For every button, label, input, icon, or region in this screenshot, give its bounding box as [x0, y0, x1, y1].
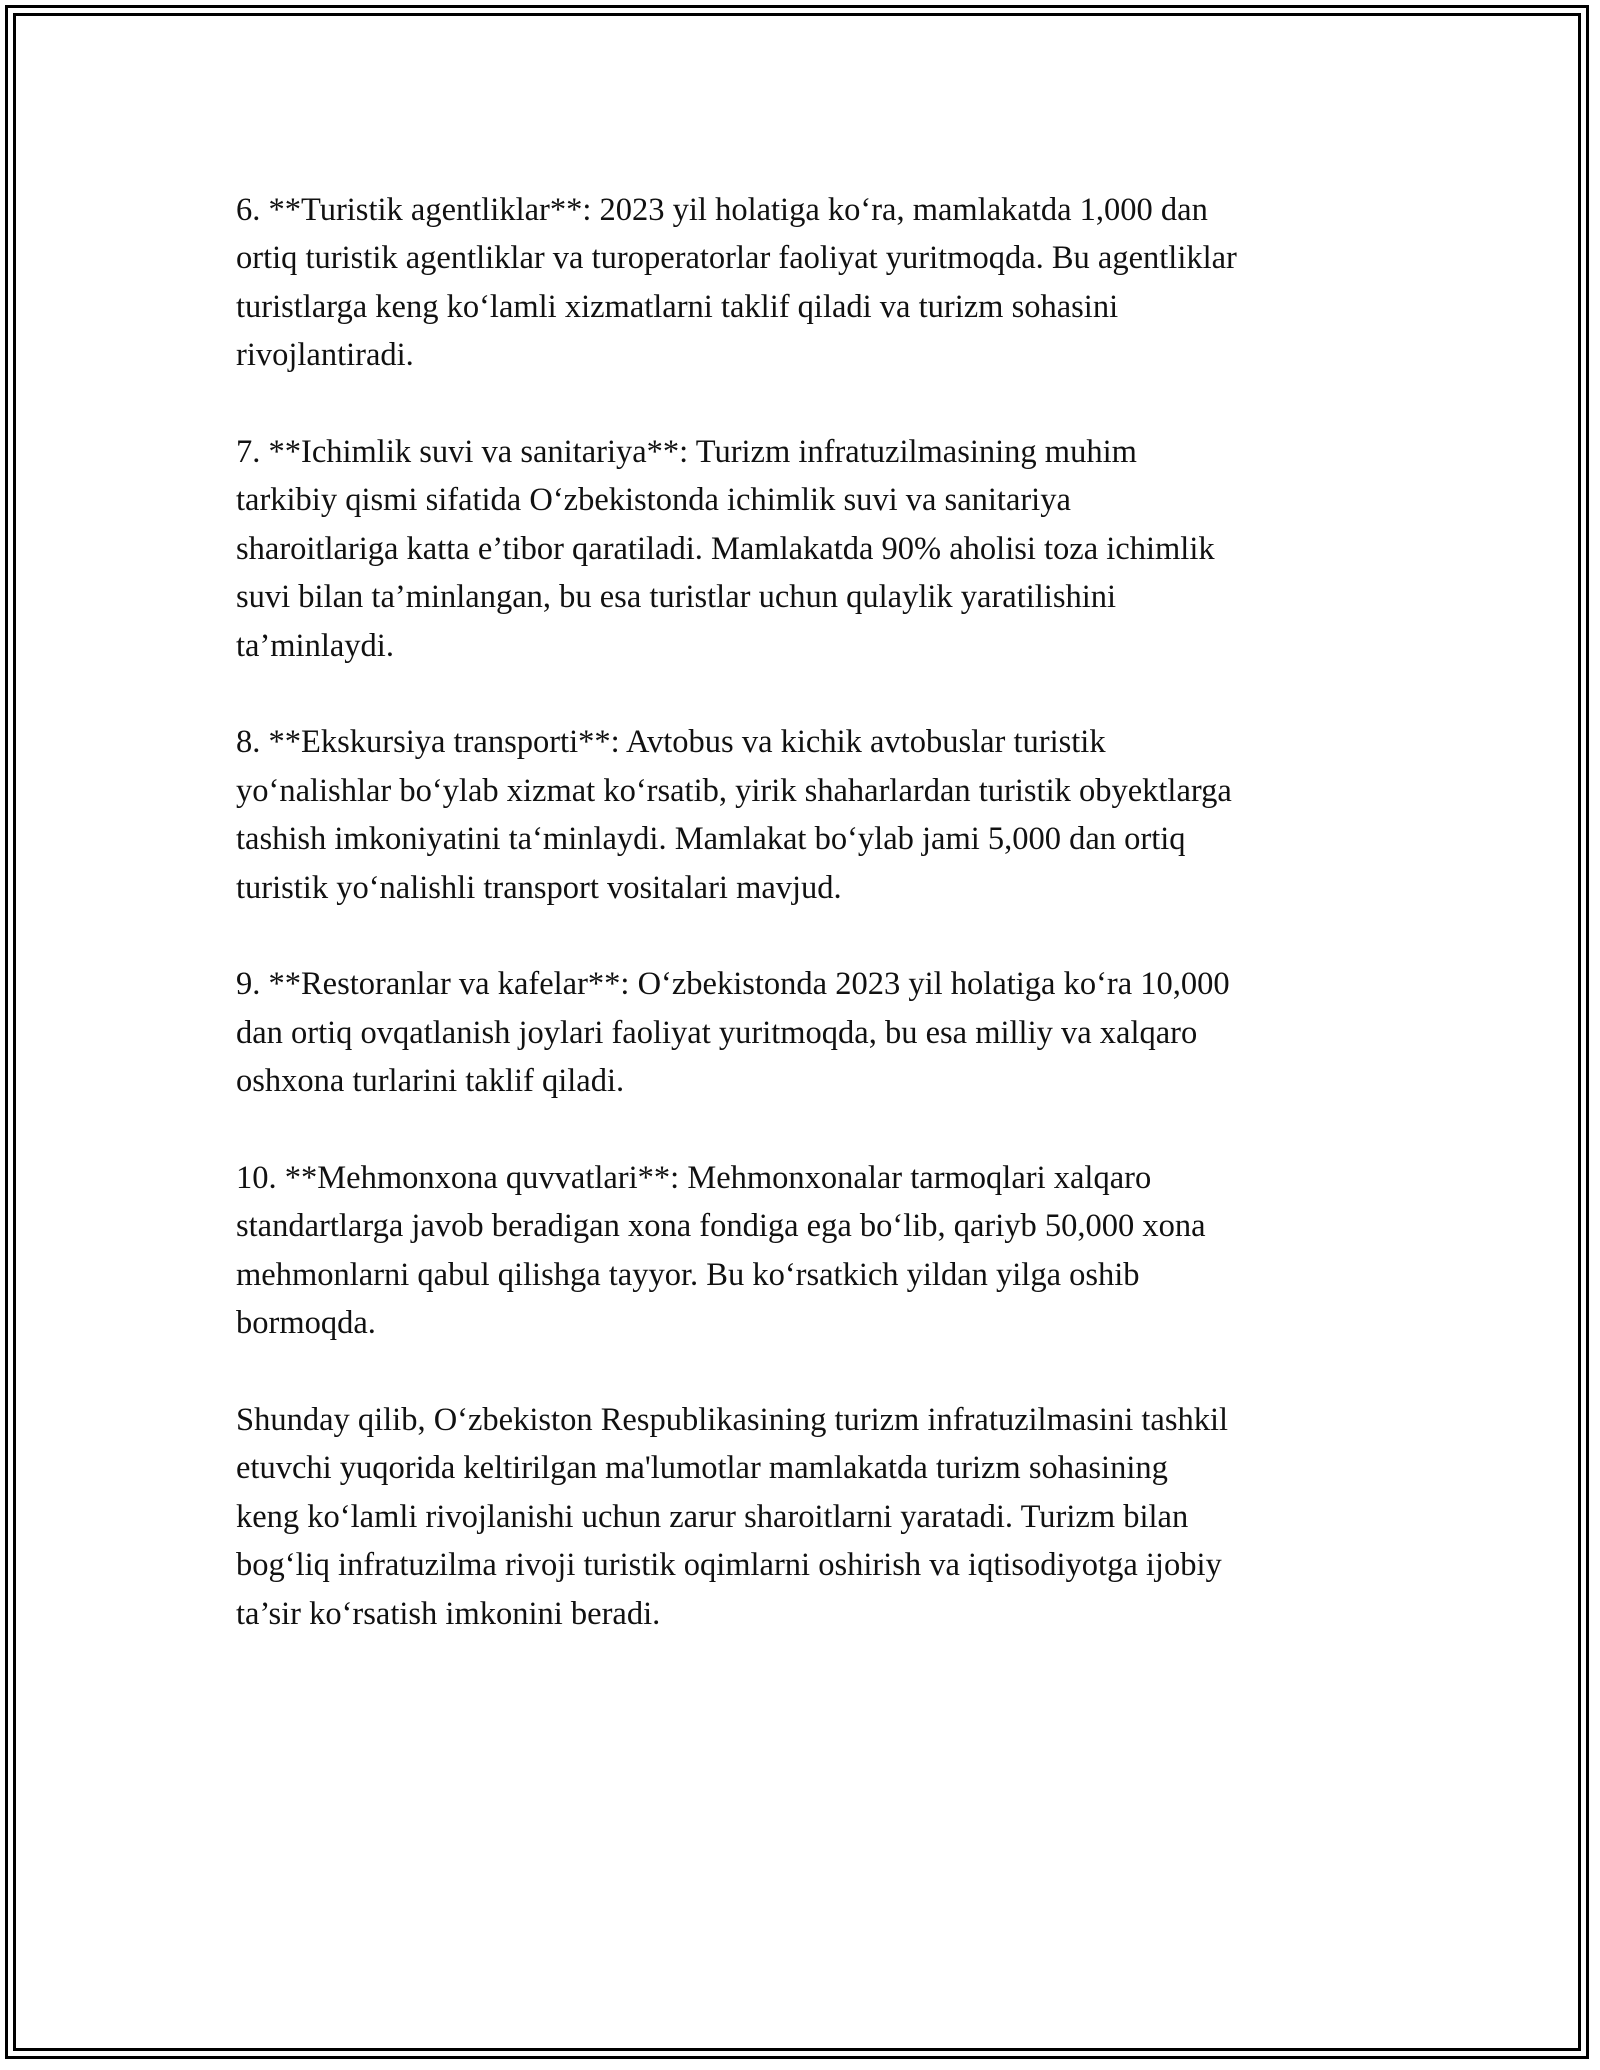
paragraph-ichimlik-suvi: 7. **Ichimlik suvi va sanitariya**: Turizm infratuzilmasining muhim tarkibiy qismi sifatida O‘zbekistonda ichimlik suvi va sanitariya sharoitlariga katta e’tibor qaratiladi. Mamlakatda 90% aholisi toza ichimlik suvi bilan ta’minlangan, bu esa turistlar uchun qulaylik yaratilishini ta’minlaydi.	[236, 434, 1215, 664]
paragraph-mehmonxona: 10. **Mehmonxona quvvatlari**: Mehmonxonalar tarmoqlari xalqaro standartlarga javob beradigan xona fondiga ega bo‘lib, qariyb 50,000 xona mehmonlarni qabul qilishga tayyor. Bu ko‘rsatkich yildan yilga oshib bormoqda.	[236, 1160, 1206, 1342]
paragraph-restoranlar: 9. **Restoranlar va kafelar**: O‘zbekistonda 2023 yil holatiga ko‘ra 10,000 dan ortiq ovqatlanish joylari faoliyat yuritmoqda, bu esa milliy va xalqaro oshxona turlarini taklif qiladi.	[236, 966, 1230, 1100]
document-body	[236, 186, 1376, 1687]
paragraph-conclusion: Shunday qilib, O‘zbekiston Respublikasining turizm infratuzilmasini tashkil etuvchi yuqorida keltirilgan ma'lumotlar mamlakatda turizm sohasining keng ko‘lamli rivojlanishi uchun zarur sharoitlarni yaratadi. Turizm bilan bog‘liq infratuzilma rivoji turistik oqimlarni oshirish va iqtisodiyotga ijobiy ta’sir ko‘rsatish imkonini beradi.	[236, 1402, 1229, 1632]
paragraph-turistik-agentliklar: 6. **Turistik agentliklar**: 2023 yil holatiga ko‘ra, mamlakatda 1,000 dan ortiq turistik agentliklar va turoperatorlar faoliyat yuritmoqda. Bu agentliklar turistlarga keng ko‘lamli xizmatlarni taklif qiladi va turizm sohasini rivojlantiradi.	[236, 192, 1237, 374]
paragraph-ekskursiya-transporti: 8. **Ekskursiya transporti**: Avtobus va kichik avtobuslar turistik yo‘nalishlar bo‘ylab xizmat ko‘rsatib, yirik shaharlardan turistik obyektlarga tashish imkoniyatini ta‘minlaydi. Mamlakat bo‘ylab jami 5,000 dan ortiq turistik yo‘nalishli transport vositalari mavjud.	[236, 724, 1232, 906]
